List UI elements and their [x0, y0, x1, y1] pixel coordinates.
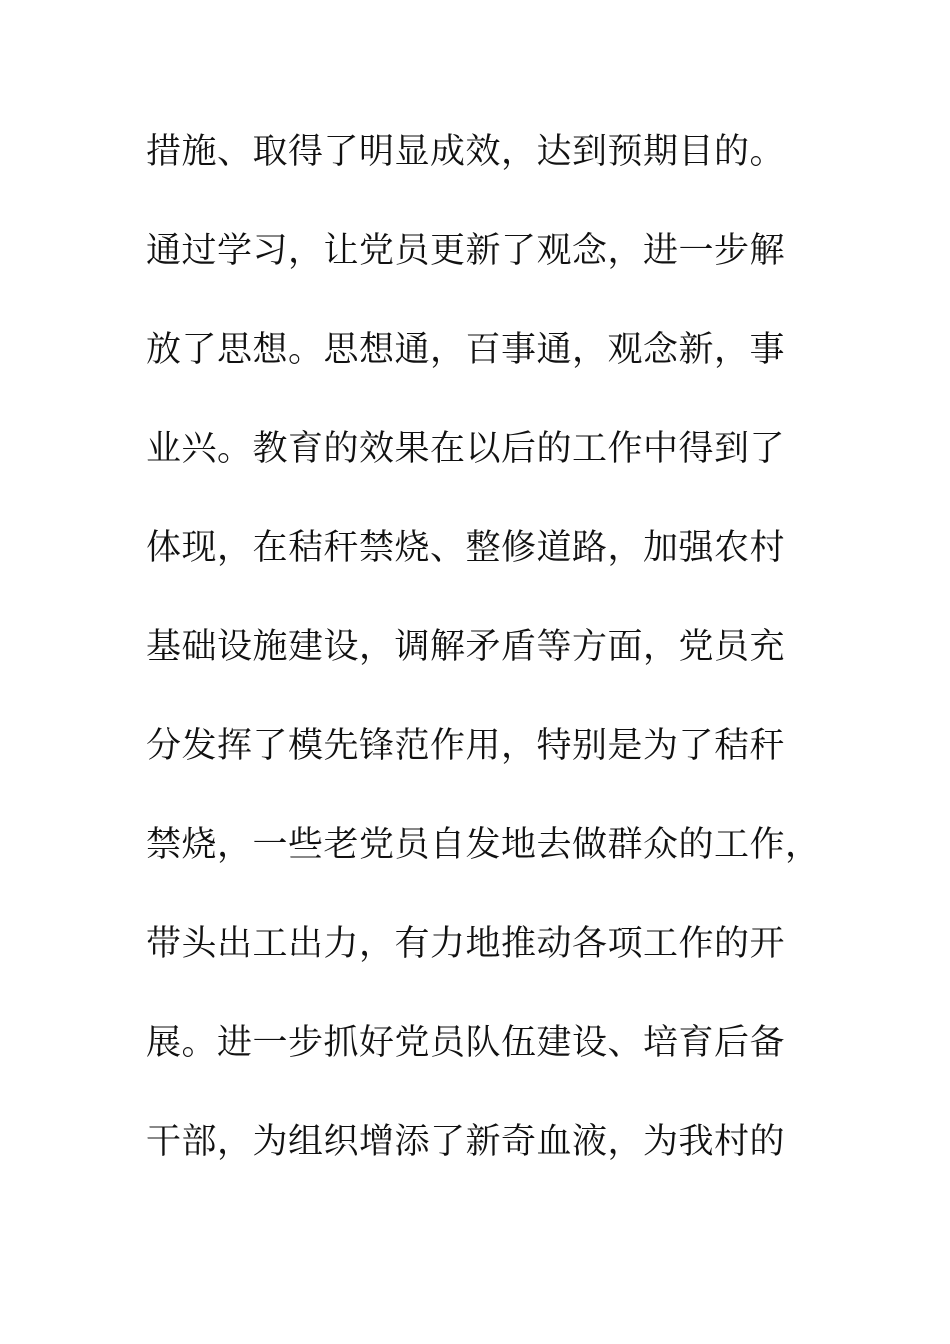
- text-line: 通过学习，让党员更新了观念，进一步解: [146, 231, 786, 271]
- text-line: 业兴。教育的效果在以后的工作中得到了: [146, 429, 786, 469]
- text-line: 带头出工出力，有力地推动各项工作的开: [146, 924, 786, 964]
- text-line: 放了思想。思想通，百事通，观念新，事: [146, 330, 786, 370]
- body-text: [146, 127, 826, 1216]
- text-line: 展。进一步抓好党员队伍建设、培育后备: [146, 1023, 786, 1063]
- text-line: 措施、取得了明显成效，达到预期目的。: [146, 132, 786, 172]
- text-line: 干部，为组织增添了新奇血液，为我村的: [146, 1122, 786, 1162]
- text-line: 体现，在秸秆禁烧、整修道路，加强农村: [146, 528, 786, 568]
- text-line: 基础设施建设，调解矛盾等方面，党员充: [146, 627, 786, 667]
- text-line: 禁烧，一些老党员自发地去做群众的工作，: [146, 825, 821, 865]
- text-line: 分发挥了模先锋范作用，特别是为了秸秆: [146, 726, 786, 766]
